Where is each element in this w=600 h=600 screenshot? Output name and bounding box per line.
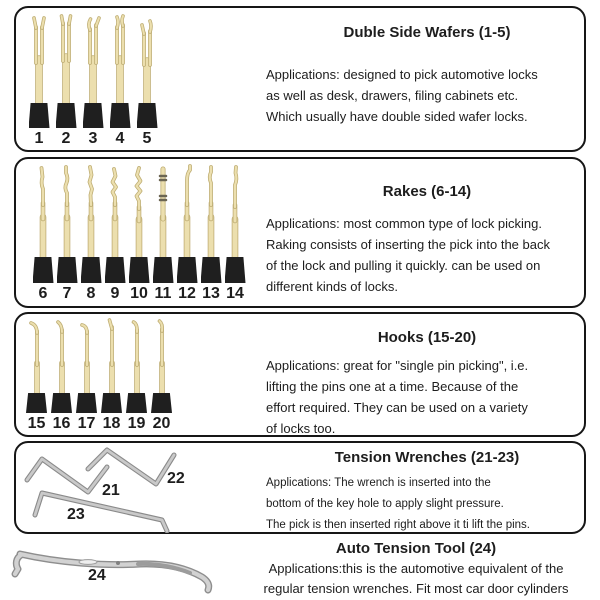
wafer-pick-icon <box>134 13 160 105</box>
pick-handle <box>83 103 104 128</box>
description-line: lifting the pins one at a time. Because of the <box>266 379 519 394</box>
pick-tool-19 <box>124 317 149 432</box>
pick-tool-10 <box>127 163 151 302</box>
tool-number-label: 10 <box>130 285 148 302</box>
section-text <box>266 183 588 297</box>
pick-tool-9 <box>103 163 127 302</box>
description-line: bottom of the key hole to apply slight pressure. <box>266 498 504 510</box>
section-title: Rakes (6-14) <box>382 183 472 200</box>
tension-wrench-icon <box>35 493 167 531</box>
description-line: Applications: designed to pick automotive locks <box>266 67 538 82</box>
rake-pick-icon <box>104 163 126 259</box>
pick-handle <box>151 393 172 413</box>
pick-tool-12 <box>175 163 199 302</box>
tool-slot-detail <box>79 560 97 565</box>
description-line: Applications: most common type of lock picking. <box>266 216 543 231</box>
tool-number-label: 1 <box>34 130 44 147</box>
section-auto-tension-tool <box>0 536 600 600</box>
auto-tension-tool-icon <box>10 542 225 594</box>
description-line: Applications: great for "single pin picking", i.e. <box>266 358 529 373</box>
tool-number-label: 5 <box>142 130 152 147</box>
pick-tool-18 <box>99 317 124 432</box>
pick-tool-20 <box>149 317 174 432</box>
section-description <box>236 559 596 599</box>
wafer-picks-row <box>26 13 160 147</box>
wafer-pick-icon <box>107 13 133 105</box>
wafer-pick-icon <box>53 13 79 105</box>
section-description <box>266 213 588 297</box>
pick-tool-6 <box>31 163 55 302</box>
rake-pick-icon <box>200 163 222 259</box>
tool-number-label: 18 <box>102 415 121 432</box>
tool-number-label: 16 <box>52 415 71 432</box>
section-description <box>266 64 588 127</box>
hook-pick-icon <box>26 317 48 395</box>
hook-pick-icon <box>126 317 148 395</box>
pick-handle <box>56 103 77 128</box>
tool-number-label: 7 <box>62 285 72 302</box>
description-line: as well as desk, drawers, filing cabinets etc. <box>266 88 519 103</box>
tool-number-label: 22 <box>167 470 185 487</box>
hook-pick-icon <box>76 317 98 395</box>
description-line: of locks too. <box>266 421 336 436</box>
rake-pick-icon <box>224 163 246 259</box>
pick-tool-11 <box>151 163 175 302</box>
section-description <box>266 355 588 439</box>
pick-tool-15 <box>24 317 49 432</box>
pick-handle <box>110 103 131 128</box>
pick-tool-17 <box>74 317 99 432</box>
pick-handle <box>137 103 158 128</box>
section-description <box>266 473 588 536</box>
tool-number-label: 3 <box>88 130 98 147</box>
hook-pick-icon <box>101 317 123 395</box>
rake-pick-icon <box>56 163 78 259</box>
pick-handle <box>126 393 147 413</box>
section-text <box>266 329 588 439</box>
rake-pick-icon <box>152 163 174 259</box>
description-line: effort required. They can be used on a variety <box>266 400 528 415</box>
pick-handle <box>29 103 50 128</box>
pick-tool-14 <box>223 163 247 302</box>
rake-pick-icon <box>32 163 54 259</box>
hook-pick-icon <box>51 317 73 395</box>
tool-number-label: 19 <box>127 415 146 432</box>
description-line: Applications: The wrench is inserted into the <box>266 477 491 489</box>
tool-number-label: 9 <box>110 285 120 302</box>
rake-pick-icon <box>176 163 198 259</box>
tool-screw-detail <box>116 561 120 565</box>
pick-tool-4 <box>107 13 133 147</box>
tool-number-label: 23 <box>67 506 85 523</box>
section-title: Hooks (15-20) <box>377 329 477 346</box>
tool-number-label: 4 <box>115 130 125 147</box>
pick-tool-5 <box>134 13 160 147</box>
description-line: regular tension wrenches. Fit most car door cylinders <box>263 581 569 596</box>
section-title: Tension Wrenches (21-23) <box>334 449 520 466</box>
section-title: Duble Side Wafers (1-5) <box>343 24 511 41</box>
tool-number-label: 11 <box>154 285 172 302</box>
pick-handle <box>101 393 122 413</box>
pick-handle <box>153 257 174 283</box>
description-line: of the lock and pulling it quickly. can be used on <box>266 258 541 273</box>
description-line: Applications:this is the automotive equivalent of the <box>268 561 564 576</box>
section-text <box>236 540 596 599</box>
hook-pick-icon <box>151 317 173 395</box>
tool-number-label: 15 <box>27 415 46 432</box>
pick-handle <box>201 257 222 283</box>
pick-tool-1 <box>26 13 52 147</box>
pick-handle <box>33 257 54 283</box>
section-tension-wrenches <box>14 441 586 534</box>
section-rakes <box>14 157 586 308</box>
tool-number-label: 12 <box>178 285 196 302</box>
pick-tool-13 <box>199 163 223 302</box>
wafer-pick-icon <box>80 13 106 105</box>
pick-handle <box>76 393 97 413</box>
description-line: The pick is then inserted right above it ti lift the pins. <box>266 519 530 531</box>
pick-handle <box>177 257 198 283</box>
tool-number-label: 8 <box>86 285 96 302</box>
pick-handle <box>26 393 47 413</box>
wafer-pick-icon <box>26 13 52 105</box>
section-text <box>266 449 588 536</box>
section-text <box>266 24 588 127</box>
pick-handle <box>51 393 72 413</box>
hook-picks-row <box>24 317 174 432</box>
pick-tool-16 <box>49 317 74 432</box>
pick-tool-2 <box>53 13 79 147</box>
tool-number-label: 13 <box>202 285 220 302</box>
pick-handle <box>129 257 150 283</box>
pick-tool-7 <box>55 163 79 302</box>
description-line: different kinds of locks. <box>266 279 398 294</box>
tool-number-label: 20 <box>152 415 171 432</box>
pick-handle <box>57 257 78 283</box>
section-hooks <box>14 312 586 437</box>
pick-tool-8 <box>79 163 103 302</box>
rake-pick-icon <box>128 163 150 259</box>
tool-number-label: 2 <box>61 130 71 147</box>
description-line: Which usually have double sided wafer locks. <box>266 109 528 124</box>
tool-number-label: 21 <box>102 482 120 499</box>
pick-handle <box>225 257 246 283</box>
description-line: Raking consists of inserting the pick into the back <box>266 237 550 252</box>
section-title: Auto Tension Tool (24) <box>335 540 497 557</box>
tool-number-label: 17 <box>77 415 96 432</box>
pick-handle <box>105 257 126 283</box>
tool-number-label: 24 <box>88 567 106 584</box>
pick-tool-3 <box>80 13 106 147</box>
tool-number-label: 6 <box>38 285 48 302</box>
rake-pick-icon <box>80 163 102 259</box>
pick-handle <box>81 257 102 283</box>
section-double-side-wafers <box>14 6 586 152</box>
rake-picks-row <box>31 163 247 302</box>
tool-number-label: 14 <box>226 285 244 302</box>
